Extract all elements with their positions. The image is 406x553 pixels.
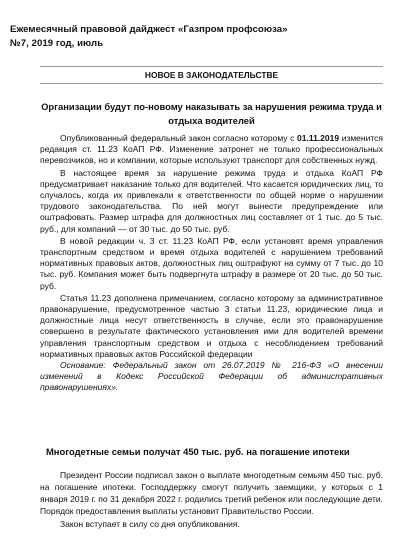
digest-header (10, 23, 400, 51)
digest-title: Ежемесячный правовой дайджест «Газпром профсоюза» (10, 24, 288, 35)
article-paragraph: В настоящее время за нарушение режима труда и отдыха КоАП РФ предусматривает наказание только для водителей. Что касается юридических лиц, то случалось, когда их привлекали к ответственности по общей норме о нарушении трудового законодательства. По ней могут вынести предупреждение или оштрафовать. Размер штрафа для должностных лиц составляет от 1 тыс. до 5 тыс. руб., для компаний — от 30 тыс. до 50 тыс. руб. (40, 167, 383, 234)
legal-basis-note: Основание: Федеральный закон от 26.07.2019 № 216-ФЗ «О внесении изменений в Кодекс Российской Федерации об административных правонарушениях». (40, 360, 383, 393)
article-paragraph: Президент России подписал закон о выплате многодетным семьям 450 тыс. руб. на погашение ипотеки. Господдержку смогут получить заемщики, у которых с 1 января 2019 г. по 31 декабря 2022 г. родились третий ребенок или последующие дети. Порядок предоставления выплаты установит Правительство России. (40, 470, 383, 516)
article-paragraph (40, 133, 383, 167)
article-work-rest-regime (40, 100, 383, 394)
article-title: Организации будут по-новому наказывать за нарушения режима труда и отдыха водителей (41, 101, 382, 126)
article-title: Многодетные семьи получат 450 тыс. руб. на погашение ипотеки (46, 446, 350, 457)
article-paragraph: Статья 11.23 дополнена примечанием, согласно которому за административное правонарушение, предусмотренное частью 3 статьи 11.23, юридические лица и должностные лица несут ответственность в случае, если это правонарушение совершено в результате фактического установления ими для водителей времени управления транспортным средством и отдыха с несоблюдением требований нормативных правовых актов Российской федерации (40, 292, 383, 359)
paragraph-text: Опубликованный федеральный закон согласно которому с (60, 133, 297, 143)
article-paragraph: Закон вступает в силу со дня опубликования. (60, 518, 240, 529)
paragraph-text: изменится редакция ст. 11.23 КоАП РФ. Изменение затронет не только профессиональных перевозчиков, но и компании, которые используют транспорт для собственных нужд. (40, 133, 384, 166)
section-heading: НОВОЕ В ЗАКОНОДАТЕЛЬСТВЕ (40, 66, 383, 84)
effective-date: 01.11.2019 (297, 133, 340, 143)
article-paragraph: В новой редакции ч. 3 ст. 11.23 КоАП РФ, если установят время управления транспортным средством и время отдыха водителей с нарушением требований нормативных правовых актов, должностных лиц оштрафуют на сумму от 7 тыс. до 10 тыс. руб. Компания может быть подвергнута штрафу в размере от 20 тыс. до 50 тыс. руб. (40, 235, 383, 291)
article-large-family-mortgage (40, 445, 383, 532)
digest-issue: №7, 2019 год, июль (10, 38, 104, 49)
